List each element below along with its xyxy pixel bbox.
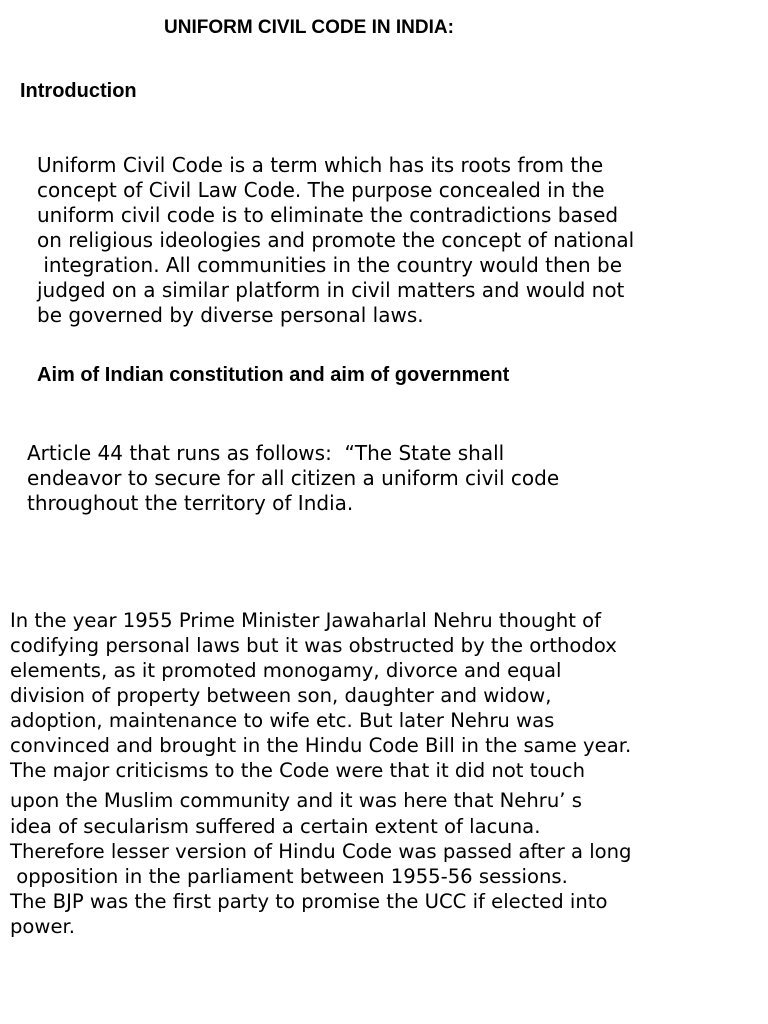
paragraph-line: integration. All communities in the country would then be	[37, 253, 623, 277]
paragraph-line: The BJP was the first party to promise the UCC if elected into	[10, 890, 608, 913]
paragraph-line: opposition in the parliament between 1955-56 sessions.	[10, 865, 568, 888]
paragraph-line: Article 44 that runs as follows: “The State shall	[27, 441, 505, 465]
document-title: UNIFORM CIVIL CODE IN INDIA:	[164, 17, 454, 38]
paragraph-line: In the year 1955 Prime Minister Jawaharlal Nehru thought of	[10, 609, 602, 632]
paragraph-line: be governed by diverse personal laws.	[37, 303, 424, 327]
paragraph-line: adoption, maintenance to wife etc. But later Nehru was	[10, 709, 555, 732]
paragraph-line: upon the Muslim community and it was here that Nehru’ s	[10, 789, 582, 812]
paragraph-line: judged on a similar platform in civil matters and would not	[37, 278, 625, 302]
paragraph-line: convinced and brought in the Hindu Code Bill in the same year.	[10, 734, 632, 757]
paragraph-line: elements, as it promoted monogamy, divorce and equal	[10, 659, 562, 682]
section-heading-aim: Aim of Indian constitution and aim of government	[37, 364, 510, 386]
section-heading-introduction: Introduction	[20, 80, 137, 102]
paragraph-line: on religious ideologies and promote the concept of national	[37, 228, 635, 252]
paragraph-line: uniform civil code is to eliminate the contradictions based	[37, 203, 619, 227]
paragraph-line: division of property between son, daughter and widow,	[10, 684, 552, 707]
paragraph-line: endeavor to secure for all citizen a uniform civil code	[27, 466, 560, 490]
paragraph-line: power.	[10, 915, 75, 938]
paragraph-line: idea of secularism suffered a certain extent of lacuna.	[10, 815, 541, 838]
paragraph-line: codifying personal laws but it was obstructed by the orthodox	[10, 634, 617, 657]
paragraph-line: Therefore lesser version of Hindu Code was passed after a long	[10, 840, 632, 863]
paragraph-line: throughout the territory of India.	[27, 491, 354, 515]
paragraph-line: The major criticisms to the Code were that it did not touch	[10, 759, 586, 782]
paragraph-line: concept of Civil Law Code. The purpose concealed in the	[37, 178, 605, 202]
paragraph-line: Uniform Civil Code is a term which has its roots from the	[37, 153, 604, 177]
